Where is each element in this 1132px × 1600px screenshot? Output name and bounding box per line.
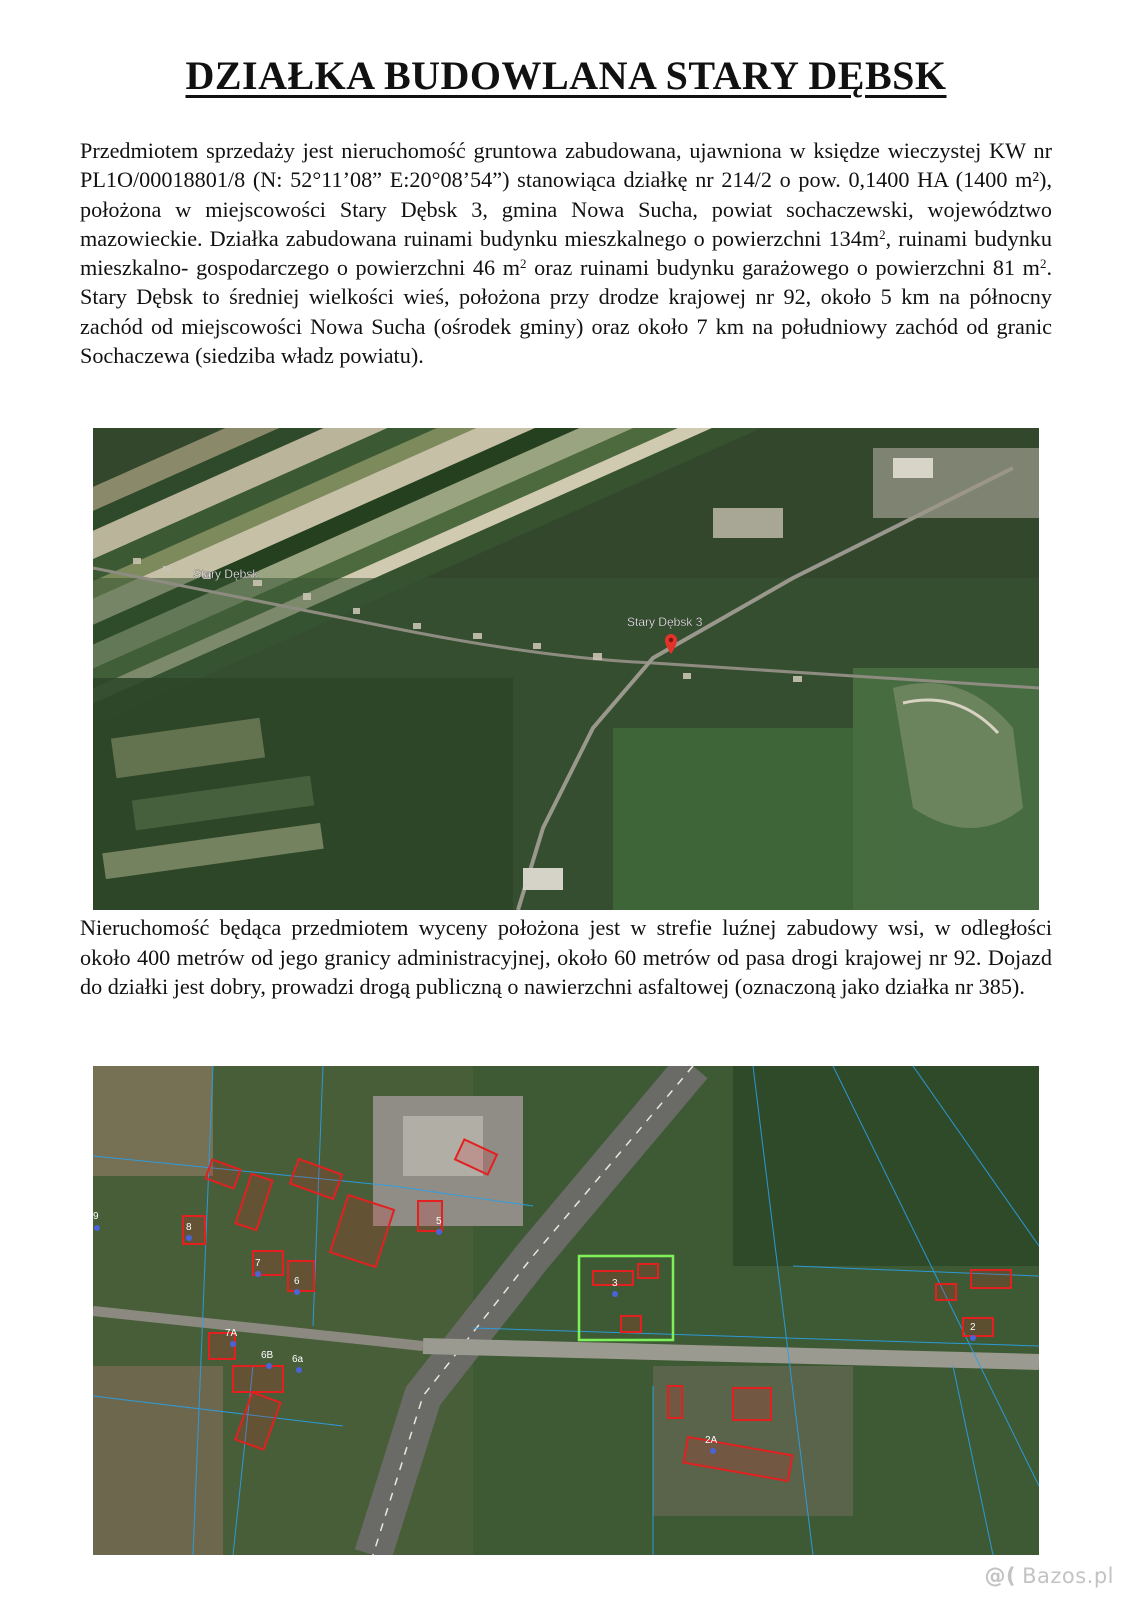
intro-paragraph: Przedmiotem sprzedaży jest nieruchomość gruntowa zabudowana, ujawniona w księdze wieczystej KW nr PL1O/00018801/8 (N: 52°11’08” E:20°08’54”) stanowiąca działkę nr 214/2 o pow. 0,1400 HA (1400 m²), położona w miejscowości Stary Dębsk 3, gmina Nowa Sucha, powiat sochaczewski, województwo mazowieckie. Działka zabudowana ruinami budynku mieszkalnego o powierzchni $134m^2$, ruinami budynku mieszkalno- gospodarczego o powierzchni 46 $m^2$ oraz ruinami budynku garażowego o powierzchni 81 $m^2$. Stary Dębsk to średniej wielkości wieś, położona przy drodze krajowej nr 92, około 5 km na północny zachód od miejscowości Nowa Sucha (ośrodek gminy) oraz około 7 km na południowy zachód od granic Sochaczewa (siedziba władz powiatu). <box>80 138 1052 369</box>
parcel-number: 2 <box>970 1322 976 1333</box>
village-label: Stary Dębsk <box>193 567 259 581</box>
satellite-map-image <box>93 428 1039 910</box>
page-title: DZIAŁKA BUDOWLANA STARY DĘBSK <box>185 53 947 98</box>
parcel-number: 6a <box>292 1354 304 1365</box>
parcel-number: 6 <box>294 1276 300 1287</box>
parcel-number: 6B <box>261 1350 274 1361</box>
parcel-number: 5 <box>436 1216 442 1227</box>
parcel-number: 9 <box>93 1211 99 1222</box>
parcel-number: 2A <box>705 1435 718 1446</box>
parcel-number: 7A <box>225 1328 238 1339</box>
parcel-number: 3 <box>612 1278 618 1289</box>
pin-label: Stary Dębsk 3 <box>627 615 703 629</box>
bazos-watermark: @( Bazos.pl <box>984 1564 1114 1588</box>
location-paragraph: Nieruchomość będąca przedmiotem wyceny położona jest w strefie luźnej zabudowy wsi, w odległości około 400 metrów od jego granicy administracyjnej, około 60 metrów od pasa drogi krajowej nr 92. Dojazd do działki jest dobry, prowadzi drogą publiczną o nawierzchni asfaltowej (oznaczoną jako działka nr 385). <box>80 915 1052 1000</box>
cadastral-map-image <box>93 1066 1039 1555</box>
parcel-number: 8 <box>186 1222 192 1233</box>
parcel-number: 7 <box>255 1258 261 1269</box>
